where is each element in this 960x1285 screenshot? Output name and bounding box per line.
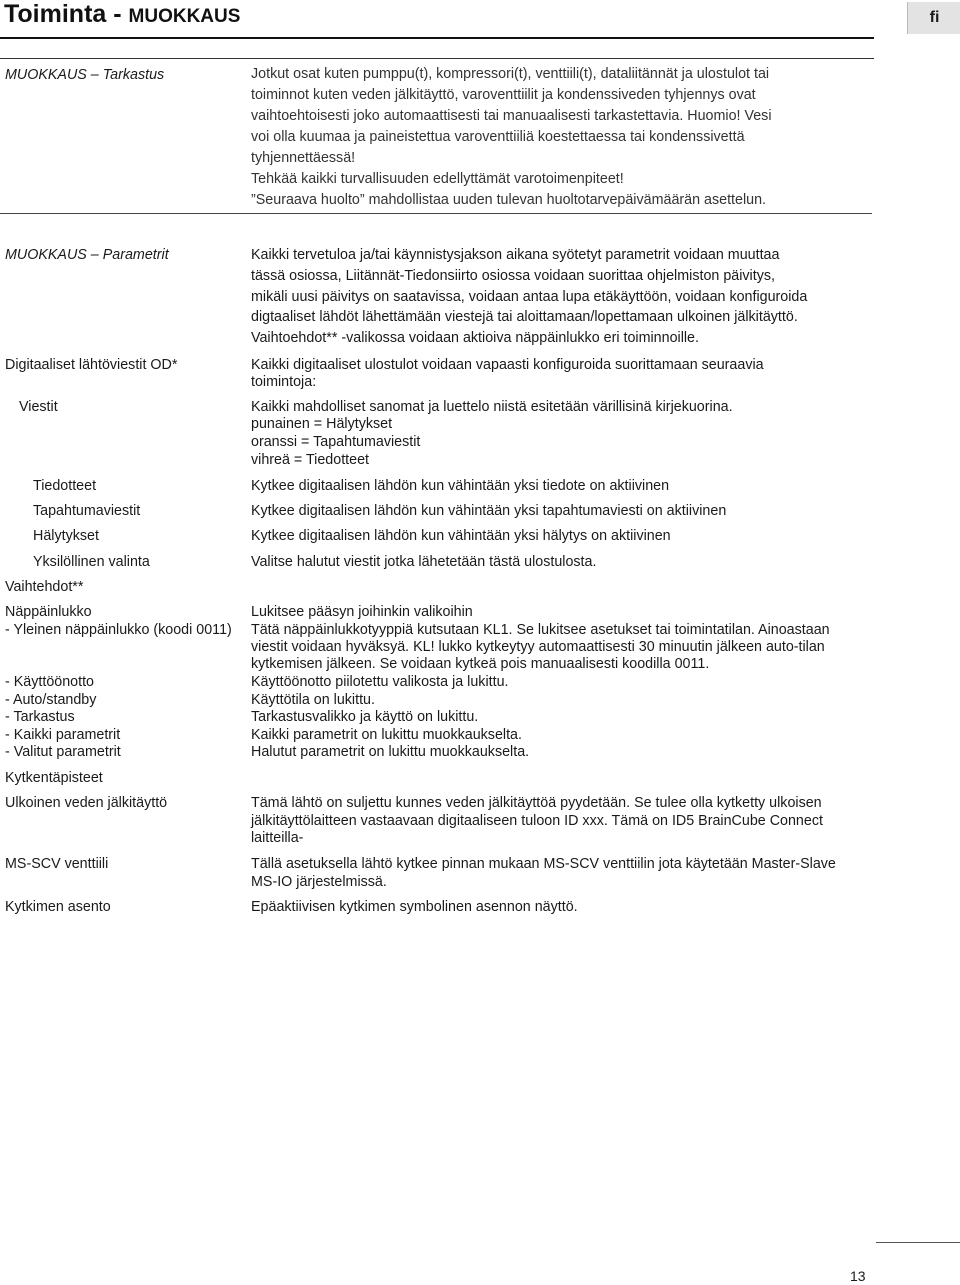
tarkastus-line: vaihtoehtoisesti joko automaattisesti tai manuaalisesti tarkastettavia. Huomio! Vesi	[251, 108, 772, 124]
page-number: 13	[850, 1268, 866, 1284]
message-row-label: Tapahtumaviestit	[33, 503, 141, 519]
viestit-color-orange: oranssi = Tapahtumaviestit	[251, 434, 421, 450]
lock-desc: Lukitsee pääsyn joihinkin valikoihin	[251, 604, 473, 620]
kytkentapisteet-label: Kytkentäpisteet	[5, 770, 103, 786]
ulkoinen-label: Ulkoinen veden jälkitäyttö	[5, 795, 168, 811]
ulkoinen-line: jälkitäyttölaitteen vastaavaan digitaaliseen tuloon ID xxx. Tämä on ID5 BrainCube Connect	[251, 813, 823, 829]
viestit-desc: Kaikki mahdolliset sanomat ja luettelo niistä esitetään värillisinä kirjekuorina.	[251, 399, 733, 415]
vaihtehdot-label: Vaihtehdot**	[5, 579, 84, 595]
lock-item-label: - Auto/standby	[5, 692, 97, 708]
parametrit-line: Vaihtoehdot** -valikossa voidaan aktioiva näppäinlukko eri toiminnoille.	[251, 330, 699, 347]
message-row-desc: Valitse halutut viestit jotka lähetetään tästä ulostulosta.	[251, 554, 597, 570]
lock-item-label: - Tarkastus	[5, 709, 75, 725]
lock-item-desc: Käyttötila on lukittu.	[251, 692, 375, 708]
section-divider	[0, 213, 872, 214]
message-row-label: Tiedotteet	[33, 478, 97, 494]
kytkin-desc: Epäaktiivisen kytkimen symbolinen asennon näyttö.	[251, 899, 578, 915]
viestit-color-green: vihreä = Tiedotteet	[251, 452, 370, 468]
digital-desc-1: Kaikki digitaaliset ulostulot voidaan vapaasti konfiguroida suorittamaan seuraavia	[251, 357, 764, 373]
msscv-line: Tällä asetuksella lähtö kytkee pinnan mukaan MS-SCV venttiilin jota käytetään Master-Slave	[251, 856, 836, 872]
page-title-sub: MUOKKAUS	[128, 6, 241, 27]
header-rule	[0, 37, 874, 39]
lock-item-desc: Tarkastusvalikko ja käyttö on lukittu.	[251, 709, 479, 725]
message-row-label: Yksilöllinen valinta	[33, 554, 150, 570]
header-rule-thin	[0, 58, 874, 59]
digital-desc-2: toimintoja:	[251, 374, 317, 390]
lock-general-line: Tätä näppäinlukkotyyppiä kutsutaan KL1. Se lukitsee asetukset tai toimintatilan. Ainoastaan	[251, 622, 830, 638]
parametrit-line: tässä osiossa, Liitännät-Tiedonsiirto osiossa voidaan suorittaa ohjelmiston päivitys,	[251, 267, 775, 284]
msscv-line: MS-IO järjestelmissä.	[251, 874, 387, 890]
ulkoinen-line: laitteilla-	[251, 830, 304, 846]
ulkoinen-line: Tämä lähtö on suljettu kunnes veden jälkitäyttöä pyydetään. Se tulee olla kytketty ulkoisen	[251, 795, 822, 811]
lock-item-label: - Kaikki parametrit	[5, 727, 121, 743]
kytkin-label: Kytkimen asento	[5, 899, 111, 915]
page-title-main: Toiminta -	[4, 0, 129, 28]
viestit-color-red: punainen = Hälytykset	[251, 416, 393, 432]
tarkastus-line: ”Seuraava huolto” mahdollistaa uuden tulevan huoltotarvepäivämäärän asettelun.	[251, 192, 767, 208]
parametrit-line: digtaaliset lähdöt lähettämään viestejä tai aloittamaan/lopettamaan ulkoinen jälkitäyttö.	[251, 309, 798, 326]
lock-general-line: kytkemisen jälkeen. Se voidaan kytkeä pois manuaalisesti koodilla 0011.	[251, 656, 710, 672]
tarkastus-line: Jotkut osat kuten pumppu(t), kompressori(t), venttiili(t), dataliitännät ja ulostulot tai	[251, 66, 770, 82]
parametrit-label: MUOKKAUS – Parametrit	[5, 247, 169, 263]
message-row-desc: Kytkee digitaalisen lähdön kun vähintään yksi tapahtumaviesti on aktiivinen	[251, 503, 727, 519]
parametrit-text	[251, 245, 807, 349]
lock-item-label: - Valitut parametrit	[5, 744, 121, 760]
language-tab: fi	[907, 2, 960, 34]
lock-label: Näppäinlukko	[5, 604, 92, 620]
parametrit-line: mikäli uusi päivitys on saatavissa, voidaan antaa lupa etäkäyttöön, voidaan konfiguroida	[251, 288, 808, 305]
viestit-label: Viestit	[19, 399, 58, 415]
footer-rule	[876, 1242, 960, 1243]
lock-general-line: viestit voidaan hyväksyä. KL! lukko kytkeytyy automaattisesti 30 minuutin jälkeen auto-tilan	[251, 639, 825, 655]
lock-item-label: - Käyttöönotto	[5, 674, 95, 690]
lock-general-label: - Yleinen näppäinlukko (koodi 0011)	[5, 622, 232, 638]
tarkastus-line: Tehkää kaikki turvallisuuden edellyttämät varotoimenpiteet!	[251, 171, 624, 187]
tarkastus-label: MUOKKAUS – Tarkastus	[5, 67, 165, 83]
digital-label: Digitaaliset lähtöviestit OD*	[5, 357, 178, 373]
tarkastus-line: toiminnot kuten veden jälkitäyttö, varoventtiilit ja kondenssiveden tyhjennys ovat	[251, 87, 756, 103]
message-row-desc: Kytkee digitaalisen lähdön kun vähintään yksi hälytys on aktiivinen	[251, 528, 671, 544]
tarkastus-text	[251, 64, 772, 211]
lock-item-desc: Kaikki parametrit on lukittu muokkaukselta.	[251, 727, 522, 743]
lock-item-desc: Halutut parametrit on lukittu muokkaukselta.	[251, 744, 530, 760]
message-row-label: Hälytykset	[33, 528, 99, 544]
tarkastus-line: tyhjennettäessä!	[251, 150, 356, 166]
msscv-label: MS-SCV venttiili	[5, 856, 109, 872]
lock-item-desc: Käyttöönotto piilotettu valikosta ja lukittu.	[251, 674, 509, 690]
tarkastus-line: voi olla kuumaa ja paineistettua varoventtiiliä koestettaessa tai kondenssivettä	[251, 129, 745, 145]
page-title	[4, 0, 240, 29]
message-row-desc: Kytkee digitaalisen lähdön kun vähintään yksi tiedote on aktiivinen	[251, 478, 670, 494]
parametrit-line: Kaikki tervetuloa ja/tai käynnistysjakson aikana syötetyt parametrit voidaan muuttaa	[251, 247, 780, 263]
